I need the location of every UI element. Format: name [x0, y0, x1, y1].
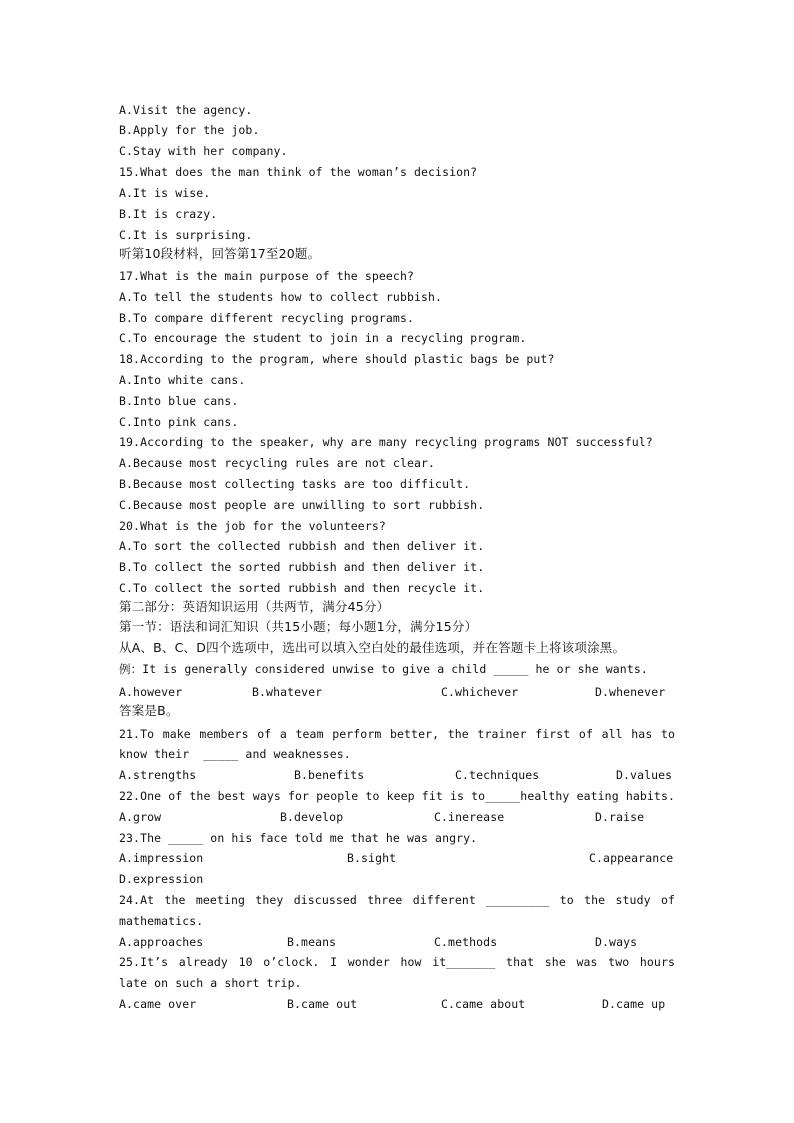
option-d: D.came up — [602, 997, 666, 1011]
question-24-options — [119, 933, 675, 951]
question-21: 21.To make members of a team perform better, the trainer first of all has to — [119, 727, 675, 741]
option-d: D.raise — [595, 810, 645, 824]
option-line: A.Because most recycling rules are not clear. — [119, 456, 436, 470]
option-c: C.inerease — [434, 810, 505, 824]
option-c: C.techniques — [455, 768, 540, 782]
option-line: B.Into blue cans. — [119, 394, 239, 408]
instructions: 从A、B、C、D四个选项中，选出可以填入空白处的最佳选项，并在答题卡上将该项涂黑。 — [119, 640, 626, 655]
option-d: D.values — [616, 768, 673, 782]
option-line: B.To collect the sorted rubbish and then deliver it. — [119, 560, 485, 574]
option-d: D.expression — [119, 872, 204, 886]
part-heading: 第二部分：英语知识运用（共两节，满分45分） — [119, 599, 390, 614]
option-line: C.Stay with her company. — [119, 144, 288, 158]
question-24: 24.At the meeting they discussed three different _________ to the study of — [119, 893, 675, 907]
option-d: D.ways — [595, 935, 638, 949]
option-b: B.means — [287, 935, 337, 949]
question-24-cont: mathematics. — [119, 914, 204, 928]
question-23: 23.The _____ on his face told me that he was angry. — [119, 831, 478, 845]
option-line: B.Apply for the job. — [119, 123, 260, 137]
option-c: C.whichever — [441, 685, 519, 699]
question-22: 22.One of the best ways for people to keep fit is to_____healthy eating habits. — [119, 789, 675, 803]
question-25-cont: late on such a short trip. — [119, 976, 302, 990]
section-instruction: 听第10段材料，回答第17至20题。 — [119, 246, 321, 261]
option-line: A.Visit the agency. — [119, 103, 253, 117]
option-a: A.strengths — [119, 768, 197, 782]
section-heading: 第一节：语法和词汇知识（共15小题；每小题1分，满分15分） — [119, 619, 478, 634]
question-21-cont: know their _____ and weaknesses. — [119, 747, 351, 761]
example-options — [119, 683, 675, 701]
question-25-options — [119, 995, 675, 1013]
option-a: A.came over — [119, 997, 197, 1011]
option-line: C.Into pink cans. — [119, 415, 239, 429]
option-line: A.Into white cans. — [119, 373, 246, 387]
question-21-options — [119, 766, 675, 784]
option-b: B.develop — [280, 810, 344, 824]
option-b: B.came out — [287, 997, 358, 1011]
option-a: A.grow — [119, 810, 162, 824]
option-line: B.Because most collecting tasks are too difficult. — [119, 477, 471, 491]
question-line: 15.What does the man think of the woman’s decision? — [119, 165, 478, 179]
option-a: A.impression — [119, 851, 204, 865]
option-line: A.To sort the collected rubbish and then deliver it. — [119, 539, 485, 553]
option-line: C.To encourage the student to join in a recycling program. — [119, 331, 527, 345]
option-b: B.whatever — [252, 685, 323, 699]
option-a: A.approaches — [119, 935, 204, 949]
option-b: B.benefits — [294, 768, 365, 782]
question-line: 17.What is the main purpose of the speech? — [119, 269, 414, 283]
option-d: D.whenever — [595, 685, 666, 699]
question-25: 25.It’s already 10 o’clock. I wonder how it_______ that she was two hours — [119, 955, 675, 969]
option-line: B.To compare different recycling programs. — [119, 311, 414, 325]
question-line: 18.According to the program, where should plastic bags be put? — [119, 352, 555, 366]
question-22-options — [119, 808, 675, 826]
option-b: B.sight — [347, 851, 397, 865]
question-line: 19.According to the speaker, why are many recycling programs NOT successful? — [119, 435, 653, 449]
option-c: C.methods — [434, 935, 498, 949]
option-c: C.appearance — [589, 851, 674, 865]
question-23-options — [119, 849, 675, 867]
option-a: A.however — [119, 685, 183, 699]
option-line: A.It is wise. — [119, 186, 211, 200]
option-line: C.To collect the sorted rubbish and then recycle it. — [119, 581, 485, 595]
example-answer: 答案是B。 — [119, 703, 179, 718]
option-line: C.Because most people are unwilling to sort rubbish. — [119, 498, 485, 512]
option-line: A.To tell the students how to collect rubbish. — [119, 290, 443, 304]
example-question: 例：It is generally considered unwise to give a child _____ he or she wants. — [119, 662, 648, 676]
question-line: 20.What is the job for the volunteers? — [119, 519, 386, 533]
option-line: B.It is crazy. — [119, 207, 218, 221]
option-c: C.came about — [441, 997, 526, 1011]
option-line: C.It is surprising. — [119, 228, 253, 242]
